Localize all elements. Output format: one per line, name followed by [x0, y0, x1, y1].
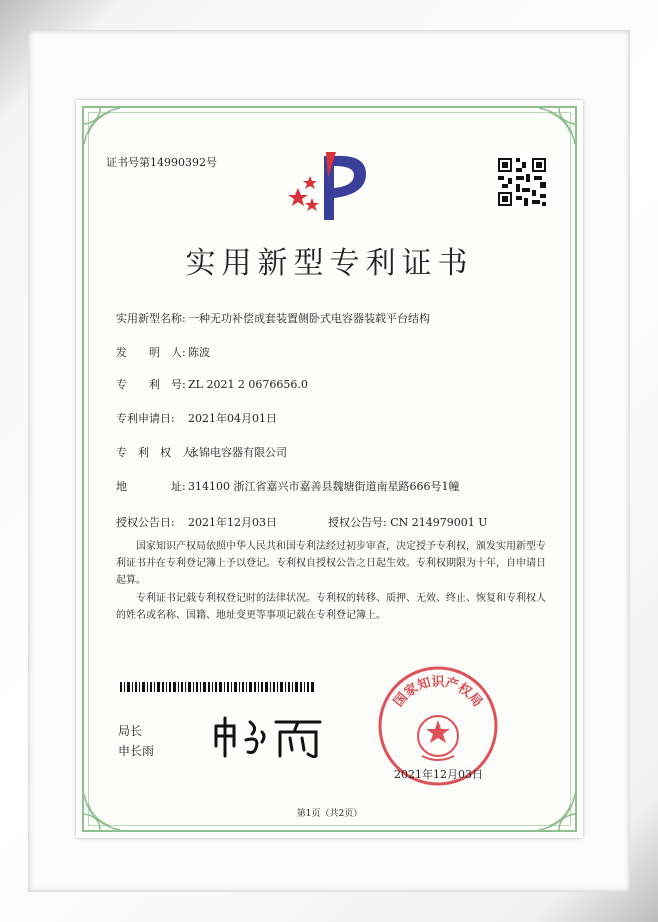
- field-label: 专 利 号:: [116, 378, 186, 391]
- field-value: 314100 浙江省嘉兴市嘉善县魏塘街道南星路666号1幢: [188, 480, 460, 493]
- field-value: 永锦电容器有限公司: [188, 446, 287, 459]
- field-label: 授权公告日:: [116, 516, 175, 529]
- certificate-number: 证书号第14990392号: [106, 156, 217, 169]
- barcode: [120, 682, 316, 692]
- director-title: 局长: [118, 724, 143, 738]
- field-label: 实用新型名称:: [116, 312, 186, 325]
- corner-ornament-top-right: [519, 104, 579, 164]
- field-announcement-number: [328, 514, 488, 530]
- field-value: 2021年04月01日: [188, 412, 277, 425]
- corner-ornament-bottom-left: [80, 774, 140, 834]
- field-patentee: [116, 444, 287, 460]
- field-patent-number: [116, 376, 308, 392]
- director-signature: [210, 712, 330, 760]
- field-inventor: [116, 344, 210, 360]
- field-label: 发 明 人:: [116, 346, 186, 359]
- seal-date: 2021年12月03日: [394, 768, 483, 781]
- grant-paragraph: 国家知识产权局依照中华人民共和国专利法经过初步审查，决定授予专利权，颁发实用新型专利证书并在专利登记簿上予以登记。专利权自授权公告之日起生效。专利权期限为十年，自申请日起算。: [116, 541, 546, 586]
- cnipa-logo-icon: [284, 148, 374, 224]
- field-value: CN 214979001 U: [390, 516, 488, 529]
- field-value: ZL 2021 2 0676656.0: [188, 378, 308, 391]
- field-label: 专 利 权 人:: [116, 446, 197, 459]
- field-value: 一种无功补偿成套装置侧卧式电容器装载平台结构: [188, 312, 430, 325]
- seal-text: 国家知识产权局: [391, 675, 485, 710]
- qr-code: [496, 156, 548, 208]
- field-announcement-date: [116, 514, 277, 530]
- certificate-title: 实用新型专利证书: [185, 246, 474, 281]
- certificate-paper: [76, 100, 583, 838]
- field-utility-model-name: [116, 310, 430, 326]
- page-number: 第1页（共2页）: [296, 809, 363, 819]
- field-label: 地 址:: [116, 480, 186, 493]
- legal-status-paragraph: 专利证书记载专利权登记时的法律状况。专利权的转移、质押、无效、终止、恢复和专利权人的姓名或名称、国籍、地址变更等事项记载在专利登记簿上。: [116, 593, 546, 621]
- director-name: 申长雨: [118, 744, 155, 758]
- field-address: [116, 478, 459, 494]
- field-application-date: [116, 410, 277, 426]
- field-value: 陈波: [188, 346, 210, 359]
- corner-ornament-bottom-right: [519, 774, 579, 834]
- field-label: 授权公告号:: [328, 516, 387, 529]
- field-value: 2021年12月03日: [188, 516, 277, 529]
- field-label: 专利申请日:: [116, 412, 175, 425]
